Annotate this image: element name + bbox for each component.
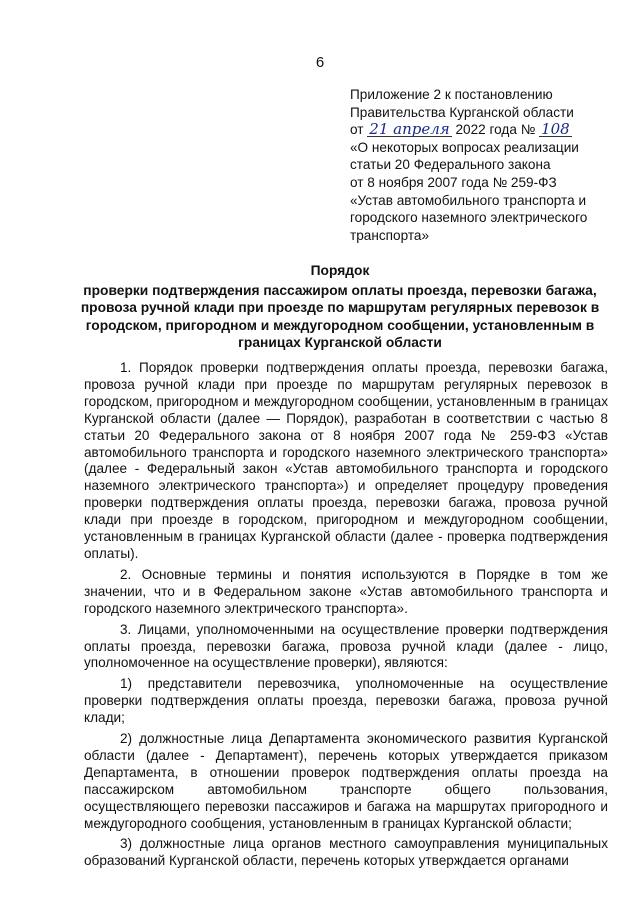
appendix-line-5: статьи 20 Федерального закона xyxy=(350,157,551,173)
document-subtitle: проверки подтверждения пассажиром оплаты проезда, перевозки багажа, провоза ручной клади при проезде по маршрутам регулярных перевозок в городском, пригородном и междугородном сообщении, установленным в границах Курганской области xyxy=(80,282,600,351)
document-heading xyxy=(60,262,620,352)
list-item-2: 2) должностные лица Департамента экономического развития Курганской области (далее - Департамент), перечень которых утверждается приказом Департамента, в отношении проверок подтверждения оплаты проезда на пассажирском автомобильном транспорте общего пользования, осуществляющего перевозки пассажиров и багажа на маршрутах пригородного и междугородного сообщения, установленным в границах Курганской области; xyxy=(84,731,608,831)
appendix-line-1: Приложение 2 к постановлению xyxy=(350,87,553,102)
date-prefix: от xyxy=(350,122,364,138)
appendix-line-9: транспорта» xyxy=(350,227,430,243)
appendix-line-6: от 8 ноября 2007 года № 259-ФЗ xyxy=(350,174,557,190)
appendix-line-2: Правительства Курганской области xyxy=(350,104,574,120)
list-item-1: 1) представители перевозчика, уполномоченные на осуществление проверки подтверждения оплаты проезда, перевозки багажа, провоза ручной клади; xyxy=(84,676,608,726)
document-body xyxy=(84,360,608,874)
appendix-line-7: «Устав автомобильного транспорта и xyxy=(350,192,587,208)
year-text: 2022 года № xyxy=(455,122,536,138)
page-number: 6 xyxy=(315,54,325,71)
list-item-3: 3) должностные лица органов местного самоуправления муниципальных образований Курганской области, перечень которых утверждается органами xyxy=(84,836,608,869)
appendix-line-4: «О некоторых вопросах реализации xyxy=(350,139,579,155)
handwritten-number: 108 xyxy=(541,120,570,139)
appendix-line-8: городского наземного электрического xyxy=(350,210,588,226)
paragraph-1: 1. Порядок проверки подтверждения оплаты проезда, перевозки багажа, провоза ручной клади при проезде по маршрутам регулярных перевозок в городском, пригородном и междугородном сообщении, установленным в границах Курганской области (далее — Порядок), разработан в соответствии с частью 8 статьи 20 Федерального закона от 8 ноября 2007 года № 259-ФЗ «Устав автомобильного транспорта и городского наземного электрического транспорта» (далее - Федеральный закон «Устав автомобильного транспорта и городского наземного электрического транспорта») и определяет процедуру проведения проверки подтверждения оплаты проезда, перевозки багажа, провоза ручной клади при проезде в городском, пригородном и междугородном сообщении, установленным в границах Курганской области (далее - проверка подтверждения оплаты). xyxy=(84,360,608,561)
paragraph-2: 2. Основные термины и понятия используются в Порядке в том же значении, что и в Федеральном законе «Устав автомобильного транспорта и городского наземного электрического транспорта». xyxy=(84,566,608,616)
appendix-date-line xyxy=(350,121,615,139)
document-title: Порядок xyxy=(310,263,370,278)
appendix-block xyxy=(350,86,615,244)
handwritten-date: 21 апреля xyxy=(369,120,450,139)
paragraph-3: 3. Лицами, уполномоченными на осуществление проверки подтверждения оплаты проезда, перевозки багажа, провоза ручной клади (далее - лицо, уполномоченное на осуществление проверки), являются: xyxy=(84,621,608,671)
